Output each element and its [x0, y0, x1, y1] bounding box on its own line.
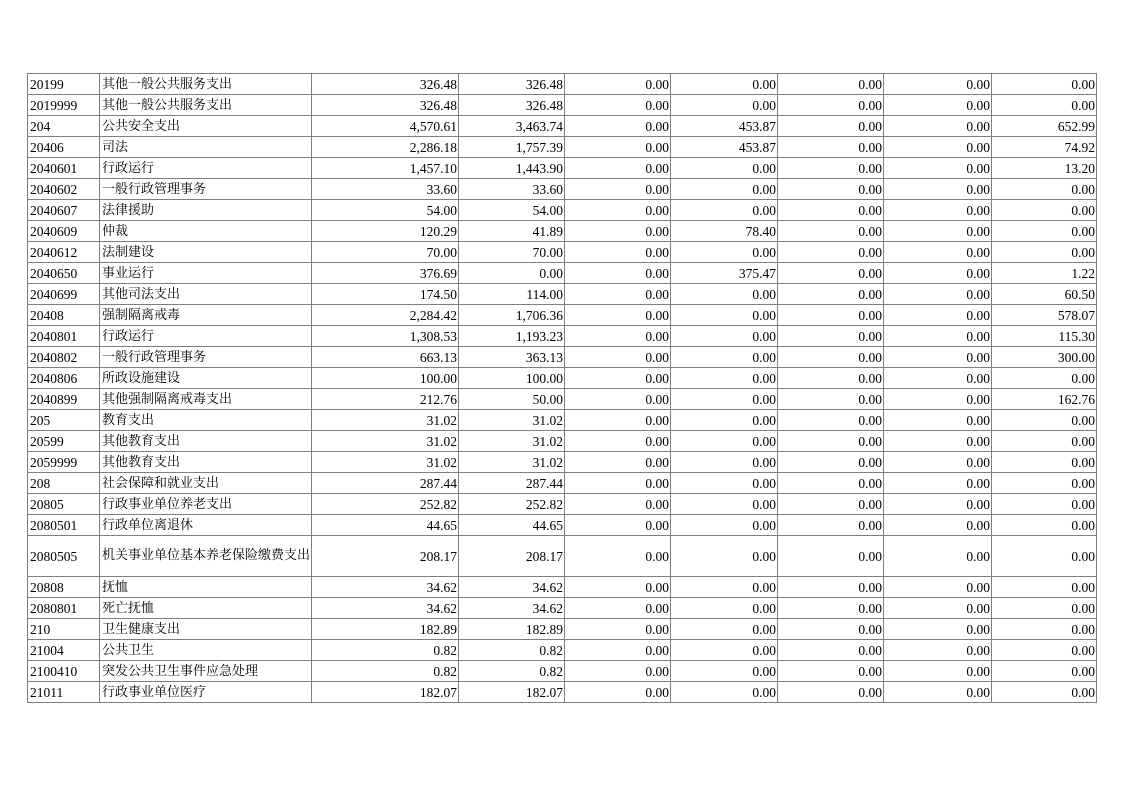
operating-income-cell: 0.00: [778, 347, 884, 368]
table-row: [28, 326, 1097, 347]
general-budget-cell: 1,193.23: [459, 326, 565, 347]
operating-income-cell: 0.00: [778, 221, 884, 242]
general-budget-cell: 114.00: [459, 284, 565, 305]
fiscal-special-cell: 0.00: [671, 347, 778, 368]
other-income-cell: 0.00: [992, 452, 1097, 473]
other-income-cell: 1.22: [992, 263, 1097, 284]
fiscal-special-cell: 0.00: [671, 305, 778, 326]
operating-income-cell: 0.00: [778, 95, 884, 116]
other-income-cell: 0.00: [992, 515, 1097, 536]
operating-income-cell: 0.00: [778, 494, 884, 515]
other-income-cell: 0.00: [992, 682, 1097, 703]
subsidiary-income-cell: 0.00: [884, 305, 992, 326]
operating-income-cell: 0.00: [778, 431, 884, 452]
subject-name-cell: 其他教育支出: [100, 452, 312, 473]
subject-name-cell: 行政事业单位医疗: [100, 682, 312, 703]
fiscal-special-cell: 78.40: [671, 221, 778, 242]
general-budget-cell: 54.00: [459, 200, 565, 221]
total-amount-cell: 0.82: [312, 661, 459, 682]
subsidiary-income-cell: 0.00: [884, 431, 992, 452]
total-amount-cell: 70.00: [312, 242, 459, 263]
subject-name-cell: 机关事业单位基本养老保险缴费支出: [100, 536, 312, 577]
total-amount-cell: 100.00: [312, 368, 459, 389]
gov-fund-cell: 0.00: [565, 431, 671, 452]
subsidiary-income-cell: 0.00: [884, 200, 992, 221]
gov-fund-cell: 0.00: [565, 179, 671, 200]
gov-fund-cell: 0.00: [565, 515, 671, 536]
operating-income-cell: 0.00: [778, 598, 884, 619]
table-row: [28, 661, 1097, 682]
operating-income-cell: 0.00: [778, 74, 884, 95]
total-amount-cell: 182.89: [312, 619, 459, 640]
other-income-cell: 0.00: [992, 536, 1097, 577]
subject-name-cell: 一般行政管理事务: [100, 347, 312, 368]
total-amount-cell: 252.82: [312, 494, 459, 515]
general-budget-cell: 252.82: [459, 494, 565, 515]
table-row: [28, 536, 1097, 577]
other-income-cell: 0.00: [992, 661, 1097, 682]
subject-code-cell: 2040801: [28, 326, 100, 347]
general-budget-cell: 208.17: [459, 536, 565, 577]
total-amount-cell: 31.02: [312, 452, 459, 473]
subsidiary-income-cell: 0.00: [884, 640, 992, 661]
fiscal-special-cell: 453.87: [671, 116, 778, 137]
subject-code-cell: 20408: [28, 305, 100, 326]
subject-code-cell: 20199: [28, 74, 100, 95]
subject-code-cell: 2040601: [28, 158, 100, 179]
gov-fund-cell: 0.00: [565, 305, 671, 326]
subsidiary-income-cell: 0.00: [884, 515, 992, 536]
subject-name-cell: 行政单位离退休: [100, 515, 312, 536]
gov-fund-cell: 0.00: [565, 326, 671, 347]
operating-income-cell: 0.00: [778, 389, 884, 410]
other-income-cell: 0.00: [992, 179, 1097, 200]
table-row: [28, 158, 1097, 179]
subject-name-cell: 行政事业单位养老支出: [100, 494, 312, 515]
operating-income-cell: 0.00: [778, 263, 884, 284]
total-amount-cell: 2,286.18: [312, 137, 459, 158]
operating-income-cell: 0.00: [778, 305, 884, 326]
general-budget-cell: 31.02: [459, 431, 565, 452]
general-budget-cell: 44.65: [459, 515, 565, 536]
fiscal-special-cell: 0.00: [671, 536, 778, 577]
total-amount-cell: 287.44: [312, 473, 459, 494]
subject-code-cell: 2040607: [28, 200, 100, 221]
table-row: [28, 598, 1097, 619]
total-amount-cell: 34.62: [312, 577, 459, 598]
subsidiary-income-cell: 0.00: [884, 242, 992, 263]
subject-name-cell: 仲裁: [100, 221, 312, 242]
gov-fund-cell: 0.00: [565, 410, 671, 431]
subsidiary-income-cell: 0.00: [884, 389, 992, 410]
subsidiary-income-cell: 0.00: [884, 137, 992, 158]
gov-fund-cell: 0.00: [565, 598, 671, 619]
subsidiary-income-cell: 0.00: [884, 661, 992, 682]
fiscal-special-cell: 0.00: [671, 619, 778, 640]
expenditure-table: [27, 73, 1097, 703]
other-income-cell: 0.00: [992, 619, 1097, 640]
subsidiary-income-cell: 0.00: [884, 410, 992, 431]
total-amount-cell: 44.65: [312, 515, 459, 536]
gov-fund-cell: 0.00: [565, 640, 671, 661]
operating-income-cell: 0.00: [778, 682, 884, 703]
fiscal-special-cell: 0.00: [671, 452, 778, 473]
operating-income-cell: 0.00: [778, 326, 884, 347]
other-income-cell: 300.00: [992, 347, 1097, 368]
other-income-cell: 74.92: [992, 137, 1097, 158]
fiscal-special-cell: 0.00: [671, 74, 778, 95]
general-budget-cell: 363.13: [459, 347, 565, 368]
other-income-cell: 0.00: [992, 74, 1097, 95]
gov-fund-cell: 0.00: [565, 137, 671, 158]
other-income-cell: 0.00: [992, 368, 1097, 389]
subject-name-cell: 司法: [100, 137, 312, 158]
gov-fund-cell: 0.00: [565, 74, 671, 95]
fiscal-special-cell: 0.00: [671, 200, 778, 221]
subject-name-cell: 事业运行: [100, 263, 312, 284]
table-row: [28, 242, 1097, 263]
fiscal-special-cell: 0.00: [671, 577, 778, 598]
subject-code-cell: 20808: [28, 577, 100, 598]
subsidiary-income-cell: 0.00: [884, 577, 992, 598]
total-amount-cell: 182.07: [312, 682, 459, 703]
subject-code-cell: 2040612: [28, 242, 100, 263]
gov-fund-cell: 0.00: [565, 284, 671, 305]
other-income-cell: 115.30: [992, 326, 1097, 347]
table-row: [28, 389, 1097, 410]
subsidiary-income-cell: 0.00: [884, 619, 992, 640]
table-row: [28, 410, 1097, 431]
subject-code-cell: 204: [28, 116, 100, 137]
total-amount-cell: 31.02: [312, 410, 459, 431]
subsidiary-income-cell: 0.00: [884, 682, 992, 703]
subject-code-cell: 2080801: [28, 598, 100, 619]
general-budget-cell: 50.00: [459, 389, 565, 410]
subject-code-cell: 21004: [28, 640, 100, 661]
general-budget-cell: 182.89: [459, 619, 565, 640]
total-amount-cell: 376.69: [312, 263, 459, 284]
total-amount-cell: 34.62: [312, 598, 459, 619]
fiscal-special-cell: 0.00: [671, 598, 778, 619]
other-income-cell: 0.00: [992, 640, 1097, 661]
total-amount-cell: 0.82: [312, 640, 459, 661]
subject-name-cell: 行政运行: [100, 326, 312, 347]
subject-name-cell: 教育支出: [100, 410, 312, 431]
gov-fund-cell: 0.00: [565, 452, 671, 473]
table-row: [28, 347, 1097, 368]
table-row: [28, 431, 1097, 452]
fiscal-special-cell: 0.00: [671, 158, 778, 179]
general-budget-cell: 182.07: [459, 682, 565, 703]
fiscal-special-cell: 0.00: [671, 661, 778, 682]
general-budget-cell: 31.02: [459, 410, 565, 431]
subject-name-cell: 所政设施建设: [100, 368, 312, 389]
general-budget-cell: 1,757.39: [459, 137, 565, 158]
fiscal-special-cell: 453.87: [671, 137, 778, 158]
table-row: [28, 221, 1097, 242]
general-budget-cell: 100.00: [459, 368, 565, 389]
subsidiary-income-cell: 0.00: [884, 158, 992, 179]
fiscal-special-cell: 0.00: [671, 682, 778, 703]
subsidiary-income-cell: 0.00: [884, 74, 992, 95]
operating-income-cell: 0.00: [778, 577, 884, 598]
subject-name-cell: 社会保障和就业支出: [100, 473, 312, 494]
subsidiary-income-cell: 0.00: [884, 221, 992, 242]
other-income-cell: 0.00: [992, 200, 1097, 221]
subject-name-cell: 强制隔离戒毒: [100, 305, 312, 326]
fiscal-special-cell: 0.00: [671, 410, 778, 431]
total-amount-cell: 212.76: [312, 389, 459, 410]
subject-name-cell: 突发公共卫生事件应急处理: [100, 661, 312, 682]
table-row: [28, 95, 1097, 116]
subject-code-cell: 2059999: [28, 452, 100, 473]
table-row: [28, 305, 1097, 326]
subject-name-cell: 其他司法支出: [100, 284, 312, 305]
subject-code-cell: 2040806: [28, 368, 100, 389]
fiscal-special-cell: 0.00: [671, 389, 778, 410]
subject-code-cell: 2040802: [28, 347, 100, 368]
fiscal-special-cell: 0.00: [671, 431, 778, 452]
subsidiary-income-cell: 0.00: [884, 116, 992, 137]
operating-income-cell: 0.00: [778, 368, 884, 389]
operating-income-cell: 0.00: [778, 158, 884, 179]
subject-code-cell: 20406: [28, 137, 100, 158]
general-budget-cell: 41.89: [459, 221, 565, 242]
total-amount-cell: 208.17: [312, 536, 459, 577]
subject-code-cell: 210: [28, 619, 100, 640]
table-row: [28, 619, 1097, 640]
total-amount-cell: 326.48: [312, 95, 459, 116]
other-income-cell: 0.00: [992, 494, 1097, 515]
subsidiary-income-cell: 0.00: [884, 263, 992, 284]
subject-code-cell: 20805: [28, 494, 100, 515]
table-row: [28, 515, 1097, 536]
operating-income-cell: 0.00: [778, 200, 884, 221]
subject-code-cell: 2040650: [28, 263, 100, 284]
gov-fund-cell: 0.00: [565, 263, 671, 284]
subject-name-cell: 其他强制隔离戒毒支出: [100, 389, 312, 410]
other-income-cell: 0.00: [992, 95, 1097, 116]
subject-name-cell: 公共安全支出: [100, 116, 312, 137]
subject-name-cell: 其他教育支出: [100, 431, 312, 452]
total-amount-cell: 663.13: [312, 347, 459, 368]
general-budget-cell: 0.82: [459, 640, 565, 661]
other-income-cell: 0.00: [992, 242, 1097, 263]
subject-name-cell: 其他一般公共服务支出: [100, 95, 312, 116]
gov-fund-cell: 0.00: [565, 536, 671, 577]
subject-name-cell: 抚恤: [100, 577, 312, 598]
general-budget-cell: 70.00: [459, 242, 565, 263]
operating-income-cell: 0.00: [778, 640, 884, 661]
subject-code-cell: 2040899: [28, 389, 100, 410]
other-income-cell: 0.00: [992, 473, 1097, 494]
subject-name-cell: 卫生健康支出: [100, 619, 312, 640]
subsidiary-income-cell: 0.00: [884, 473, 992, 494]
table-row: [28, 284, 1097, 305]
subject-name-cell: 法制建设: [100, 242, 312, 263]
subsidiary-income-cell: 0.00: [884, 598, 992, 619]
table-row: [28, 137, 1097, 158]
table-row: [28, 452, 1097, 473]
table-body: [28, 74, 1097, 703]
gov-fund-cell: 0.00: [565, 473, 671, 494]
table-row: [28, 682, 1097, 703]
total-amount-cell: 326.48: [312, 74, 459, 95]
fiscal-special-cell: 0.00: [671, 494, 778, 515]
fiscal-special-cell: 375.47: [671, 263, 778, 284]
gov-fund-cell: 0.00: [565, 221, 671, 242]
fiscal-special-cell: 0.00: [671, 515, 778, 536]
subsidiary-income-cell: 0.00: [884, 494, 992, 515]
operating-income-cell: 0.00: [778, 536, 884, 577]
general-budget-cell: 3,463.74: [459, 116, 565, 137]
operating-income-cell: 0.00: [778, 179, 884, 200]
subsidiary-income-cell: 0.00: [884, 536, 992, 577]
general-budget-cell: 31.02: [459, 452, 565, 473]
subject-code-cell: 2080505: [28, 536, 100, 577]
fiscal-special-cell: 0.00: [671, 368, 778, 389]
general-budget-cell: 0.00: [459, 263, 565, 284]
subject-name-cell: 其他一般公共服务支出: [100, 74, 312, 95]
operating-income-cell: 0.00: [778, 137, 884, 158]
operating-income-cell: 0.00: [778, 410, 884, 431]
table-row: [28, 200, 1097, 221]
general-budget-cell: 0.82: [459, 661, 565, 682]
table-row: [28, 116, 1097, 137]
general-budget-cell: 326.48: [459, 95, 565, 116]
subject-code-cell: 20599: [28, 431, 100, 452]
fiscal-special-cell: 0.00: [671, 640, 778, 661]
table-row: [28, 263, 1097, 284]
total-amount-cell: 33.60: [312, 179, 459, 200]
operating-income-cell: 0.00: [778, 284, 884, 305]
general-budget-cell: 326.48: [459, 74, 565, 95]
subject-code-cell: 2040699: [28, 284, 100, 305]
fiscal-special-cell: 0.00: [671, 242, 778, 263]
subsidiary-income-cell: 0.00: [884, 284, 992, 305]
other-income-cell: 0.00: [992, 221, 1097, 242]
operating-income-cell: 0.00: [778, 473, 884, 494]
general-budget-cell: 287.44: [459, 473, 565, 494]
subsidiary-income-cell: 0.00: [884, 347, 992, 368]
total-amount-cell: 1,457.10: [312, 158, 459, 179]
total-amount-cell: 31.02: [312, 431, 459, 452]
fiscal-special-cell: 0.00: [671, 473, 778, 494]
subject-code-cell: 2040609: [28, 221, 100, 242]
fiscal-special-cell: 0.00: [671, 95, 778, 116]
subsidiary-income-cell: 0.00: [884, 368, 992, 389]
gov-fund-cell: 0.00: [565, 95, 671, 116]
general-budget-cell: 34.62: [459, 598, 565, 619]
fiscal-special-cell: 0.00: [671, 179, 778, 200]
total-amount-cell: 4,570.61: [312, 116, 459, 137]
general-budget-cell: 34.62: [459, 577, 565, 598]
subject-name-cell: 法律援助: [100, 200, 312, 221]
subject-code-cell: 2019999: [28, 95, 100, 116]
operating-income-cell: 0.00: [778, 116, 884, 137]
subsidiary-income-cell: 0.00: [884, 95, 992, 116]
gov-fund-cell: 0.00: [565, 158, 671, 179]
subject-code-cell: 21011: [28, 682, 100, 703]
other-income-cell: 0.00: [992, 410, 1097, 431]
other-income-cell: 162.76: [992, 389, 1097, 410]
gov-fund-cell: 0.00: [565, 682, 671, 703]
other-income-cell: 13.20: [992, 158, 1097, 179]
gov-fund-cell: 0.00: [565, 661, 671, 682]
operating-income-cell: 0.00: [778, 242, 884, 263]
table-row: [28, 74, 1097, 95]
subject-name-cell: 公共卫生: [100, 640, 312, 661]
other-income-cell: 578.07: [992, 305, 1097, 326]
other-income-cell: 60.50: [992, 284, 1097, 305]
gov-fund-cell: 0.00: [565, 368, 671, 389]
subject-name-cell: 死亡抚恤: [100, 598, 312, 619]
table-row: [28, 368, 1097, 389]
total-amount-cell: 2,284.42: [312, 305, 459, 326]
subsidiary-income-cell: 0.00: [884, 452, 992, 473]
subject-name-cell: 行政运行: [100, 158, 312, 179]
gov-fund-cell: 0.00: [565, 347, 671, 368]
subject-name-cell: 一般行政管理事务: [100, 179, 312, 200]
other-income-cell: 0.00: [992, 577, 1097, 598]
table-row: [28, 179, 1097, 200]
total-amount-cell: 174.50: [312, 284, 459, 305]
gov-fund-cell: 0.00: [565, 389, 671, 410]
subsidiary-income-cell: 0.00: [884, 179, 992, 200]
subject-code-cell: 208: [28, 473, 100, 494]
general-budget-cell: 1,443.90: [459, 158, 565, 179]
table-row: [28, 473, 1097, 494]
operating-income-cell: 0.00: [778, 452, 884, 473]
gov-fund-cell: 0.00: [565, 494, 671, 515]
subject-code-cell: 2080501: [28, 515, 100, 536]
table-row: [28, 494, 1097, 515]
gov-fund-cell: 0.00: [565, 577, 671, 598]
other-income-cell: 0.00: [992, 431, 1097, 452]
total-amount-cell: 120.29: [312, 221, 459, 242]
total-amount-cell: 54.00: [312, 200, 459, 221]
gov-fund-cell: 0.00: [565, 619, 671, 640]
total-amount-cell: 1,308.53: [312, 326, 459, 347]
fiscal-special-cell: 0.00: [671, 284, 778, 305]
gov-fund-cell: 0.00: [565, 200, 671, 221]
operating-income-cell: 0.00: [778, 661, 884, 682]
other-income-cell: 652.99: [992, 116, 1097, 137]
subsidiary-income-cell: 0.00: [884, 326, 992, 347]
gov-fund-cell: 0.00: [565, 242, 671, 263]
general-budget-cell: 33.60: [459, 179, 565, 200]
general-budget-cell: 1,706.36: [459, 305, 565, 326]
table-row: [28, 577, 1097, 598]
subject-code-cell: 2100410: [28, 661, 100, 682]
other-income-cell: 0.00: [992, 598, 1097, 619]
table-row: [28, 640, 1097, 661]
subject-code-cell: 2040602: [28, 179, 100, 200]
gov-fund-cell: 0.00: [565, 116, 671, 137]
operating-income-cell: 0.00: [778, 619, 884, 640]
fiscal-special-cell: 0.00: [671, 326, 778, 347]
operating-income-cell: 0.00: [778, 515, 884, 536]
subject-code-cell: 205: [28, 410, 100, 431]
